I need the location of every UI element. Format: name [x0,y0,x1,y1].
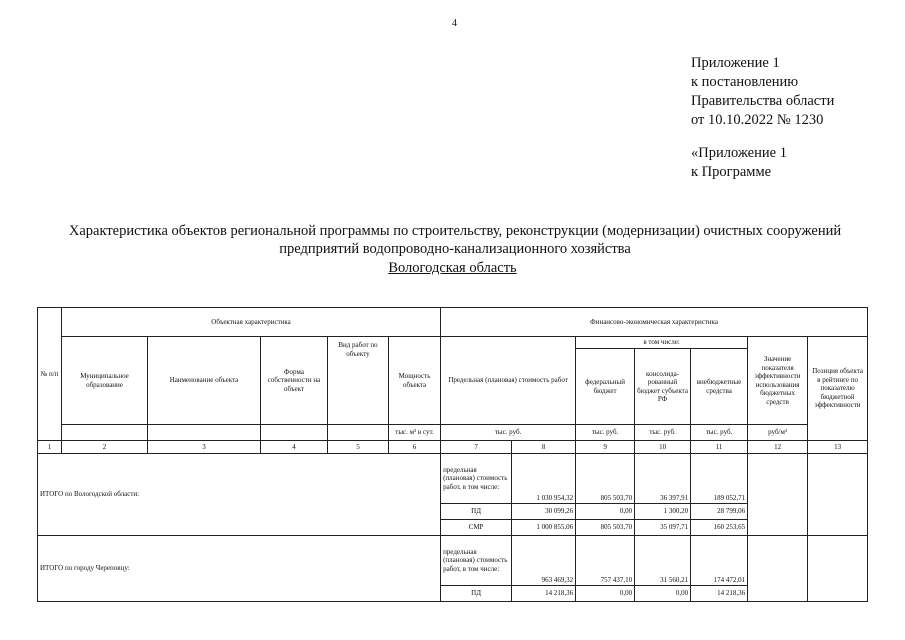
region-name: Вологодская область [388,260,517,276]
column-number: 9 [576,441,635,454]
row-cost: 14 218,36 [512,586,576,602]
row-offbudget: 160 253,65 [691,520,748,536]
row-position [808,454,868,536]
column-number: 1 [38,441,62,454]
objects-table [37,307,868,602]
row-cost: 1 000 855,06 [512,520,576,536]
appendix-line: «Приложение 1 [691,145,787,161]
header-sub-row [38,337,868,349]
header-capacity: Мощность объекта [389,337,441,425]
table-row [38,536,868,586]
row-consolidated: 0,00 [635,586,691,602]
row-federal: 805 503,70 [576,520,635,536]
units-capacity: тыс. м³ в сут. [389,425,441,441]
row-cost: 1 030 954,32 [512,454,576,504]
header-federal: федеральный бюджет [576,349,635,425]
row-efficiency [748,536,808,602]
row-offbudget: 14 218,36 [691,586,748,602]
header-offbudget: внебюджетные средства [691,349,748,425]
column-number: 2 [62,441,148,454]
header-position: Позиция объекта в рейтинге по показателю бюджетной эффективности [808,337,868,441]
column-number: 7 [441,441,512,454]
row-consolidated: 31 560,21 [635,536,691,586]
units-consolidated: тыс. руб. [635,425,691,441]
row-federal: 757 437,10 [576,536,635,586]
header-group-object: Объектная характеристика [62,308,441,337]
header-group-row [38,308,868,337]
row-federal: 0,00 [576,586,635,602]
total-region-label: ИТОГО по Вологодской области: [38,454,441,536]
header-ownership: Форма собственности на объект [261,337,328,425]
header-group-finance: Финансово-экономическая характеристика [441,308,868,337]
row-type: ПД [441,504,512,520]
column-number: 12 [748,441,808,454]
title-line: Характеристика объектов региональной программы по строительству, реконструкции (модернизации) очистных сооружений [68,223,842,239]
header-municipal: Муниципальное образование [62,337,148,425]
row-consolidated: 36 397,91 [635,454,691,504]
units-efficiency: руб/м³ [748,425,808,441]
units-empty [148,425,261,441]
column-number: 8 [512,441,576,454]
row-offbudget: 189 052,71 [691,454,748,504]
column-number: 3 [148,441,261,454]
row-offbudget: 174 472,01 [691,536,748,586]
units-offbudget: тыс. руб. [691,425,748,441]
appendix-line: Правительства области [691,93,835,109]
column-number: 4 [261,441,328,454]
row-offbudget: 28 799,06 [691,504,748,520]
header-in-that-number: в том числе: [576,337,748,349]
row-type: предельная (плановая) стоимость работ, в том числе: [441,454,512,504]
document-title [40,222,870,258]
header-object-name: Наименование объекта [148,337,261,425]
row-cost: 30 099,26 [512,504,576,520]
total-city-label: ИТОГО по городу Череповцу: [38,536,441,602]
row-efficiency [748,454,808,536]
units-federal: тыс. руб. [576,425,635,441]
row-type: предельная (плановая) стоимость работ, в том числе: [441,536,512,586]
title-line: предприятий водопроводно-канализационного хозяйства [279,241,631,257]
appendix-line: Приложение 1 [691,55,780,71]
column-number: 6 [389,441,441,454]
row-type: СМР [441,520,512,536]
units-empty [62,425,148,441]
units-empty [261,425,328,441]
header-work-type: Вид работ по объекту [328,337,389,425]
row-cost: 963 469,32 [512,536,576,586]
units-row [38,425,868,441]
appendix-line: к Программе [691,164,772,180]
header-consolidated: консолида-рованный бюджет субъекта РФ [635,349,691,425]
program-appendix-header [691,144,787,182]
row-federal: 805 503,70 [576,454,635,504]
appendix-line: к постановлению [691,74,799,90]
row-consolidated: 1 300,20 [635,504,691,520]
row-type: ПД [441,586,512,602]
row-position [808,536,868,602]
column-number: 11 [691,441,748,454]
header-cost: Предельная (плановая) стоимость работ [441,337,576,425]
row-federal: 0,00 [576,504,635,520]
header-num: № п/п [38,308,62,441]
column-number: 13 [808,441,868,454]
table-row [38,454,868,504]
page-number: 4 [452,18,457,29]
units-empty [328,425,389,441]
appendix-header [691,54,834,130]
units-cost: тыс. руб. [441,425,576,441]
column-numbers-row [38,441,868,454]
header-efficiency: Значение показателя эффективности использования бюджетных средств [748,337,808,425]
column-number: 10 [635,441,691,454]
appendix-line: от 10.10.2022 № 1230 [691,112,824,128]
row-consolidated: 35 097,71 [635,520,691,536]
column-number: 5 [328,441,389,454]
